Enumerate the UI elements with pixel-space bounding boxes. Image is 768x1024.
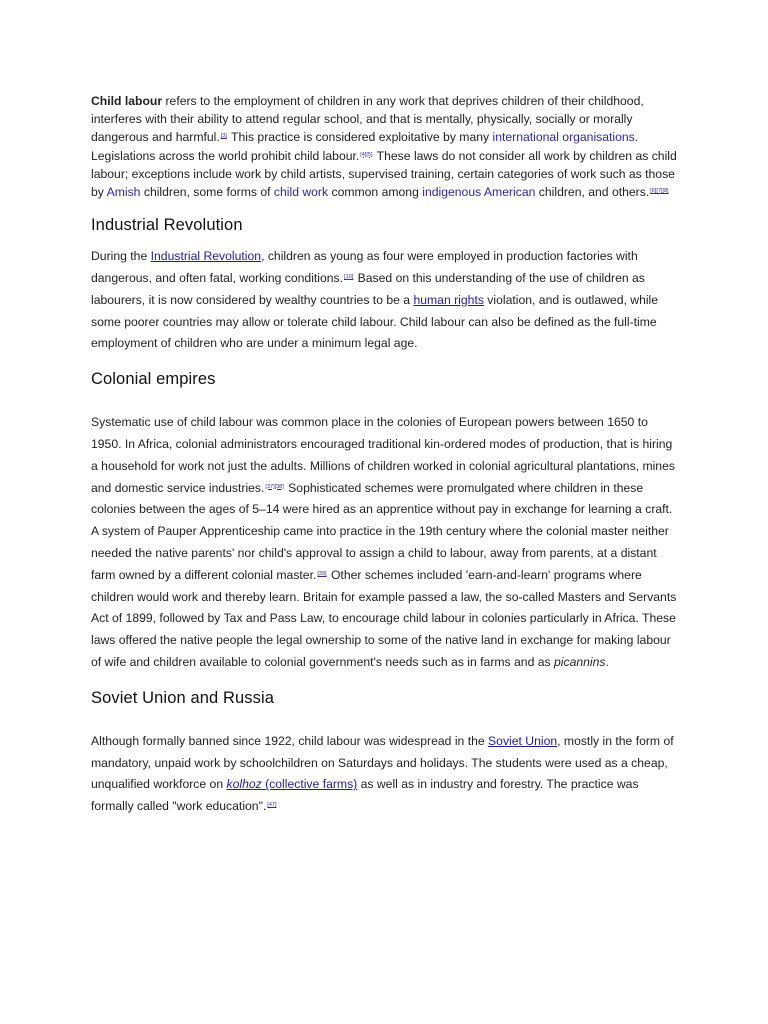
- paragraph-text: Other schemes included 'earn-and-learn' programs where children would work and thereby learn. Britain for example passed a law, the so-called Masters and Servants Act of 1899, followed by Tax and Pass Law, to encourage child labour in colonies particularly in Africa. These laws offered the native people the legal ownership to some of the native land in exchange for making labour of wife and children available to colonial government's needs such as in farms and as: [91, 567, 677, 669]
- citation-link[interactable]: [6][7][8]: [650, 188, 669, 195]
- link-industrial-revolution[interactable]: Industrial Revolution: [150, 249, 262, 264]
- intro-text: . Legislations across the world prohibit child labour.: [91, 130, 639, 163]
- intro-text: children, some forms of: [140, 185, 274, 200]
- paragraph-text: Systematic use of child labour was common place in the colonies of European powers between 1650 to 1950. In Africa, colonial administrators encouraged traditional kin-ordered modes of production, that is hiring a household for work not just the adults. Millions of children worked in colonial agricultural plantations, mines and domestic service industries.: [91, 415, 675, 495]
- paragraph-text: violation, and is outlawed, while some poorer countries may allow or tolerate child labour. Child labour can also be defined as the full-time employment of children who are under a minimum legal age.: [91, 292, 659, 351]
- link-collective-farms[interactable]: (collective farms): [261, 777, 358, 792]
- citation-link[interactable]: [10]: [344, 274, 354, 281]
- link-kolhoz[interactable]: kolhoz: [226, 777, 262, 792]
- paragraph-text: as well as in industry and forestry. The practice was formally called "work education".: [91, 777, 639, 814]
- intro-text: This practice is considered exploitative by many: [227, 130, 493, 145]
- colonial-paragraph: [91, 412, 681, 674]
- paragraph-text: During the: [91, 249, 151, 264]
- link-human-rights[interactable]: human rights: [413, 292, 484, 307]
- paragraph-text: Sophisticated schemes were promulgated where children in these colonies between the ages of 5–14 were hired as an apprentice without pay in exchange for learning a craft. A system of Pauper Apprenticeship came into practice in the 19th century where the colonial master neither needed the native parents' nor child's approval to assign a child to labour, away from parents, at a distant farm owned by a different colonial master.: [91, 480, 673, 582]
- citation-link[interactable]: [4][5]: [360, 151, 373, 158]
- link-child-work[interactable]: child work: [273, 185, 329, 200]
- intro-paragraph: [91, 92, 681, 201]
- paragraph-text: , mostly in the form of mandatory, unpaid work by schoolchildren on Saturdays and holidays. The students were used as a cheap, unqualified workforce on: [91, 733, 674, 792]
- paragraph-text: .: [605, 654, 609, 669]
- link-amish[interactable]: Amish: [106, 185, 141, 200]
- citation-link[interactable]: [47]: [267, 802, 277, 809]
- heading-soviet-union-russia: Soviet Union and Russia: [91, 688, 274, 707]
- article-body: [91, 92, 681, 818]
- link-international-organisations[interactable]: international organisations: [492, 130, 635, 145]
- intro-term: Child labour: [91, 94, 163, 108]
- industrial-paragraph: [91, 246, 681, 355]
- paragraph-text: Based on this understanding of the use of children as labourers, it is now considered by wealthy countries to be a: [91, 271, 645, 307]
- soviet-paragraph: [91, 731, 681, 818]
- intro-text: refers to the employment of children in any work that deprives children of their childhood, interferes with their ability to attend regular school, and that is mentally, physically, socially or morally dangerous and harmful.: [91, 94, 644, 145]
- intro-text: These laws do not consider all work by children as child labour; exceptions include work by child artists, supervised training, certain categories of work such as those by: [91, 148, 677, 200]
- citation-link[interactable]: [3]: [220, 133, 227, 140]
- intro-text: children, and others.: [535, 185, 650, 200]
- paragraph-text: , children as young as four were employed in production factories with dangerous, and often fatal, working conditions.: [91, 249, 638, 286]
- link-soviet-union[interactable]: Soviet Union: [488, 733, 558, 748]
- paragraph-text: Although formally banned since 1922, child labour was widespread in the: [91, 733, 489, 748]
- link-indigenous-american[interactable]: indigenous American: [422, 185, 536, 200]
- heading-industrial-revolution: Industrial Revolution: [91, 216, 243, 235]
- heading-colonial-empires: Colonial empires: [91, 370, 216, 389]
- citation-link[interactable]: [37][38]: [265, 483, 284, 490]
- intro-text: common among: [328, 185, 423, 200]
- citation-link[interactable]: [39]: [317, 570, 327, 577]
- emphasis-picannins: picannins: [554, 654, 606, 669]
